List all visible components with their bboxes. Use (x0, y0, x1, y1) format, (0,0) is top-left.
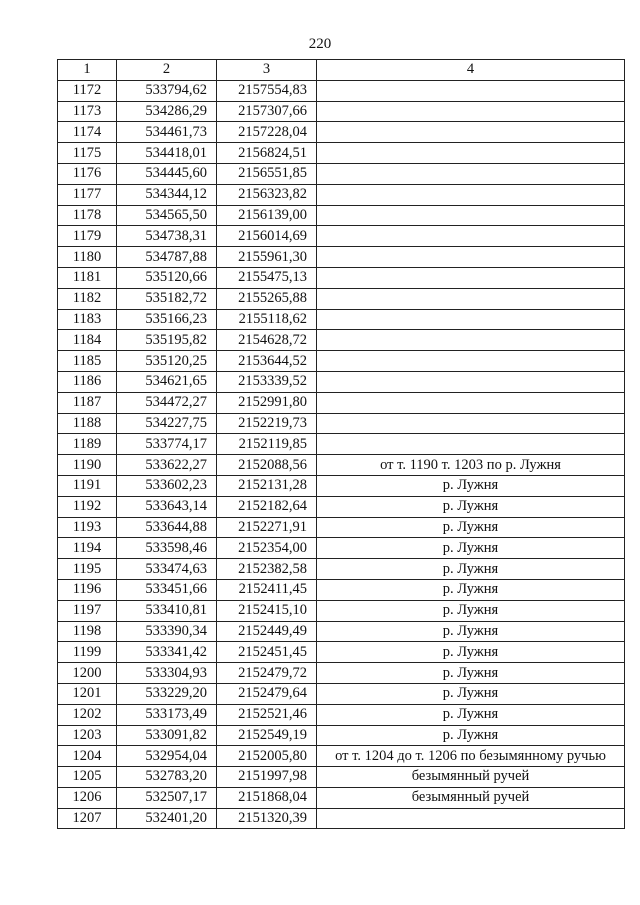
cell-x-coordinate: 535182,72 (117, 288, 217, 309)
table-row (58, 767, 625, 788)
table-row (58, 371, 625, 392)
cell-point-number: 1204 (58, 746, 117, 767)
cell-y-coordinate: 2152271,91 (217, 517, 317, 538)
table-row (58, 538, 625, 559)
table-row (58, 725, 625, 746)
table-row (58, 143, 625, 164)
cell-y-coordinate: 2157228,04 (217, 122, 317, 143)
table-row (58, 746, 625, 767)
table-row (58, 787, 625, 808)
table-row (58, 517, 625, 538)
cell-point-number: 1202 (58, 704, 117, 725)
cell-point-number: 1199 (58, 642, 117, 663)
cell-y-coordinate: 2152182,64 (217, 496, 317, 517)
cell-x-coordinate: 533602,23 (117, 475, 217, 496)
cell-y-coordinate: 2151997,98 (217, 767, 317, 788)
cell-description (317, 184, 625, 205)
cell-description: р. Лужня (317, 475, 625, 496)
cell-x-coordinate: 534565,50 (117, 205, 217, 226)
cell-y-coordinate: 2152991,80 (217, 392, 317, 413)
cell-x-coordinate: 532401,20 (117, 808, 217, 829)
cell-point-number: 1200 (58, 663, 117, 684)
table-row (58, 163, 625, 184)
cell-x-coordinate: 533474,63 (117, 559, 217, 580)
cell-y-coordinate: 2152451,45 (217, 642, 317, 663)
cell-x-coordinate: 535120,66 (117, 267, 217, 288)
cell-description (317, 247, 625, 268)
cell-point-number: 1194 (58, 538, 117, 559)
table-row (58, 351, 625, 372)
cell-description: от т. 1204 до т. 1206 по безымянному ручью (317, 746, 625, 767)
cell-y-coordinate: 2153644,52 (217, 351, 317, 372)
cell-point-number: 1188 (58, 413, 117, 434)
cell-point-number: 1184 (58, 330, 117, 351)
cell-x-coordinate: 533774,17 (117, 434, 217, 455)
cell-description (317, 122, 625, 143)
cell-y-coordinate: 2152119,85 (217, 434, 317, 455)
table-row (58, 642, 625, 663)
table-row (58, 579, 625, 600)
cell-x-coordinate: 532783,20 (117, 767, 217, 788)
cell-y-coordinate: 2155961,30 (217, 247, 317, 268)
cell-x-coordinate: 534418,01 (117, 143, 217, 164)
cell-x-coordinate: 534445,60 (117, 163, 217, 184)
table-row (58, 496, 625, 517)
table-row (58, 559, 625, 580)
cell-description (317, 101, 625, 122)
cell-y-coordinate: 2156551,85 (217, 163, 317, 184)
cell-x-coordinate: 533341,42 (117, 642, 217, 663)
cell-point-number: 1190 (58, 455, 117, 476)
cell-y-coordinate: 2151320,39 (217, 808, 317, 829)
column-header-x: 2 (117, 60, 217, 81)
cell-y-coordinate: 2152449,49 (217, 621, 317, 642)
table-row (58, 704, 625, 725)
cell-y-coordinate: 2151868,04 (217, 787, 317, 808)
cell-y-coordinate: 2156824,51 (217, 143, 317, 164)
cell-description: от т. 1190 т. 1203 по р. Лужня (317, 455, 625, 476)
cell-description (317, 288, 625, 309)
cell-x-coordinate: 534472,27 (117, 392, 217, 413)
cell-point-number: 1174 (58, 122, 117, 143)
table-body (58, 80, 625, 829)
cell-description: р. Лужня (317, 579, 625, 600)
cell-description: р. Лужня (317, 621, 625, 642)
cell-description: р. Лужня (317, 725, 625, 746)
cell-x-coordinate: 534227,75 (117, 413, 217, 434)
table-row (58, 621, 625, 642)
cell-x-coordinate: 533173,49 (117, 704, 217, 725)
cell-x-coordinate: 534461,73 (117, 122, 217, 143)
cell-description (317, 434, 625, 455)
cell-x-coordinate: 533304,93 (117, 663, 217, 684)
cell-point-number: 1205 (58, 767, 117, 788)
cell-point-number: 1176 (58, 163, 117, 184)
table-row (58, 101, 625, 122)
cell-description: р. Лужня (317, 559, 625, 580)
cell-point-number: 1177 (58, 184, 117, 205)
cell-x-coordinate: 533091,82 (117, 725, 217, 746)
table-row (58, 184, 625, 205)
cell-x-coordinate: 534621,65 (117, 371, 217, 392)
cell-description (317, 143, 625, 164)
cell-y-coordinate: 2152479,72 (217, 663, 317, 684)
cell-y-coordinate: 2155118,62 (217, 309, 317, 330)
cell-y-coordinate: 2152411,45 (217, 579, 317, 600)
cell-description (317, 205, 625, 226)
cell-y-coordinate: 2156014,69 (217, 226, 317, 247)
cell-description: безымянный ручей (317, 787, 625, 808)
cell-y-coordinate: 2152479,64 (217, 683, 317, 704)
cell-y-coordinate: 2152131,28 (217, 475, 317, 496)
cell-point-number: 1195 (58, 559, 117, 580)
cell-x-coordinate: 533410,81 (117, 600, 217, 621)
cell-y-coordinate: 2154628,72 (217, 330, 317, 351)
cell-description (317, 371, 625, 392)
cell-y-coordinate: 2156139,00 (217, 205, 317, 226)
cell-description: р. Лужня (317, 683, 625, 704)
cell-description (317, 330, 625, 351)
cell-description (317, 267, 625, 288)
cell-x-coordinate: 534344,12 (117, 184, 217, 205)
table-row (58, 808, 625, 829)
cell-x-coordinate: 533598,46 (117, 538, 217, 559)
cell-point-number: 1175 (58, 143, 117, 164)
cell-x-coordinate: 533229,20 (117, 683, 217, 704)
cell-point-number: 1191 (58, 475, 117, 496)
cell-y-coordinate: 2157554,83 (217, 80, 317, 101)
cell-x-coordinate: 535166,23 (117, 309, 217, 330)
table-row (58, 413, 625, 434)
cell-description (317, 413, 625, 434)
cell-x-coordinate: 533644,88 (117, 517, 217, 538)
cell-y-coordinate: 2152005,80 (217, 746, 317, 767)
cell-point-number: 1198 (58, 621, 117, 642)
cell-point-number: 1206 (58, 787, 117, 808)
cell-description (317, 808, 625, 829)
cell-y-coordinate: 2152521,46 (217, 704, 317, 725)
cell-description: р. Лужня (317, 704, 625, 725)
cell-x-coordinate: 533390,34 (117, 621, 217, 642)
table-row (58, 122, 625, 143)
table-row (58, 267, 625, 288)
cell-point-number: 1178 (58, 205, 117, 226)
cell-x-coordinate: 535195,82 (117, 330, 217, 351)
table-row (58, 330, 625, 351)
cell-y-coordinate: 2152382,58 (217, 559, 317, 580)
cell-point-number: 1203 (58, 725, 117, 746)
cell-point-number: 1173 (58, 101, 117, 122)
cell-description (317, 309, 625, 330)
cell-description: р. Лужня (317, 517, 625, 538)
cell-description: р. Лужня (317, 663, 625, 684)
column-header-y: 3 (217, 60, 317, 81)
cell-point-number: 1192 (58, 496, 117, 517)
table-row (58, 683, 625, 704)
cell-description (317, 351, 625, 372)
cell-description (317, 226, 625, 247)
cell-x-coordinate: 534787,88 (117, 247, 217, 268)
header-row (58, 60, 625, 81)
cell-point-number: 1196 (58, 579, 117, 600)
cell-point-number: 1197 (58, 600, 117, 621)
column-header-number: 1 (58, 60, 117, 81)
table-row (58, 247, 625, 268)
cell-description: р. Лужня (317, 538, 625, 559)
cell-y-coordinate: 2155265,88 (217, 288, 317, 309)
cell-y-coordinate: 2152354,00 (217, 538, 317, 559)
cell-x-coordinate: 535120,25 (117, 351, 217, 372)
table-row (58, 226, 625, 247)
coordinates-table (57, 59, 625, 829)
cell-point-number: 1187 (58, 392, 117, 413)
cell-y-coordinate: 2153339,52 (217, 371, 317, 392)
cell-point-number: 1201 (58, 683, 117, 704)
cell-y-coordinate: 2152415,10 (217, 600, 317, 621)
table-row (58, 475, 625, 496)
cell-description: р. Лужня (317, 600, 625, 621)
cell-y-coordinate: 2152088,56 (217, 455, 317, 476)
cell-point-number: 1179 (58, 226, 117, 247)
cell-description: безымянный ручей (317, 767, 625, 788)
table-row (58, 288, 625, 309)
page-number: 220 (308, 36, 332, 52)
cell-x-coordinate: 533643,14 (117, 496, 217, 517)
cell-description (317, 392, 625, 413)
cell-point-number: 1186 (58, 371, 117, 392)
cell-x-coordinate: 533794,62 (117, 80, 217, 101)
cell-point-number: 1207 (58, 808, 117, 829)
table-row (58, 80, 625, 101)
cell-point-number: 1180 (58, 247, 117, 268)
table-header (58, 60, 625, 81)
cell-y-coordinate: 2157307,66 (217, 101, 317, 122)
cell-point-number: 1193 (58, 517, 117, 538)
cell-x-coordinate: 532507,17 (117, 787, 217, 808)
cell-point-number: 1172 (58, 80, 117, 101)
cell-x-coordinate: 534738,31 (117, 226, 217, 247)
table-row (58, 392, 625, 413)
cell-x-coordinate: 532954,04 (117, 746, 217, 767)
cell-description (317, 163, 625, 184)
cell-y-coordinate: 2152549,19 (217, 725, 317, 746)
cell-point-number: 1183 (58, 309, 117, 330)
cell-y-coordinate: 2152219,73 (217, 413, 317, 434)
cell-y-coordinate: 2155475,13 (217, 267, 317, 288)
cell-point-number: 1185 (58, 351, 117, 372)
cell-point-number: 1182 (58, 288, 117, 309)
table-row (58, 434, 625, 455)
cell-x-coordinate: 533451,66 (117, 579, 217, 600)
table-row (58, 455, 625, 476)
table-row (58, 663, 625, 684)
table-row (58, 205, 625, 226)
cell-y-coordinate: 2156323,82 (217, 184, 317, 205)
table-row (58, 309, 625, 330)
cell-description (317, 80, 625, 101)
cell-x-coordinate: 533622,27 (117, 455, 217, 476)
cell-x-coordinate: 534286,29 (117, 101, 217, 122)
table-row (58, 600, 625, 621)
cell-point-number: 1181 (58, 267, 117, 288)
cell-description: р. Лужня (317, 496, 625, 517)
cell-description: р. Лужня (317, 642, 625, 663)
cell-point-number: 1189 (58, 434, 117, 455)
column-header-description: 4 (317, 60, 625, 81)
